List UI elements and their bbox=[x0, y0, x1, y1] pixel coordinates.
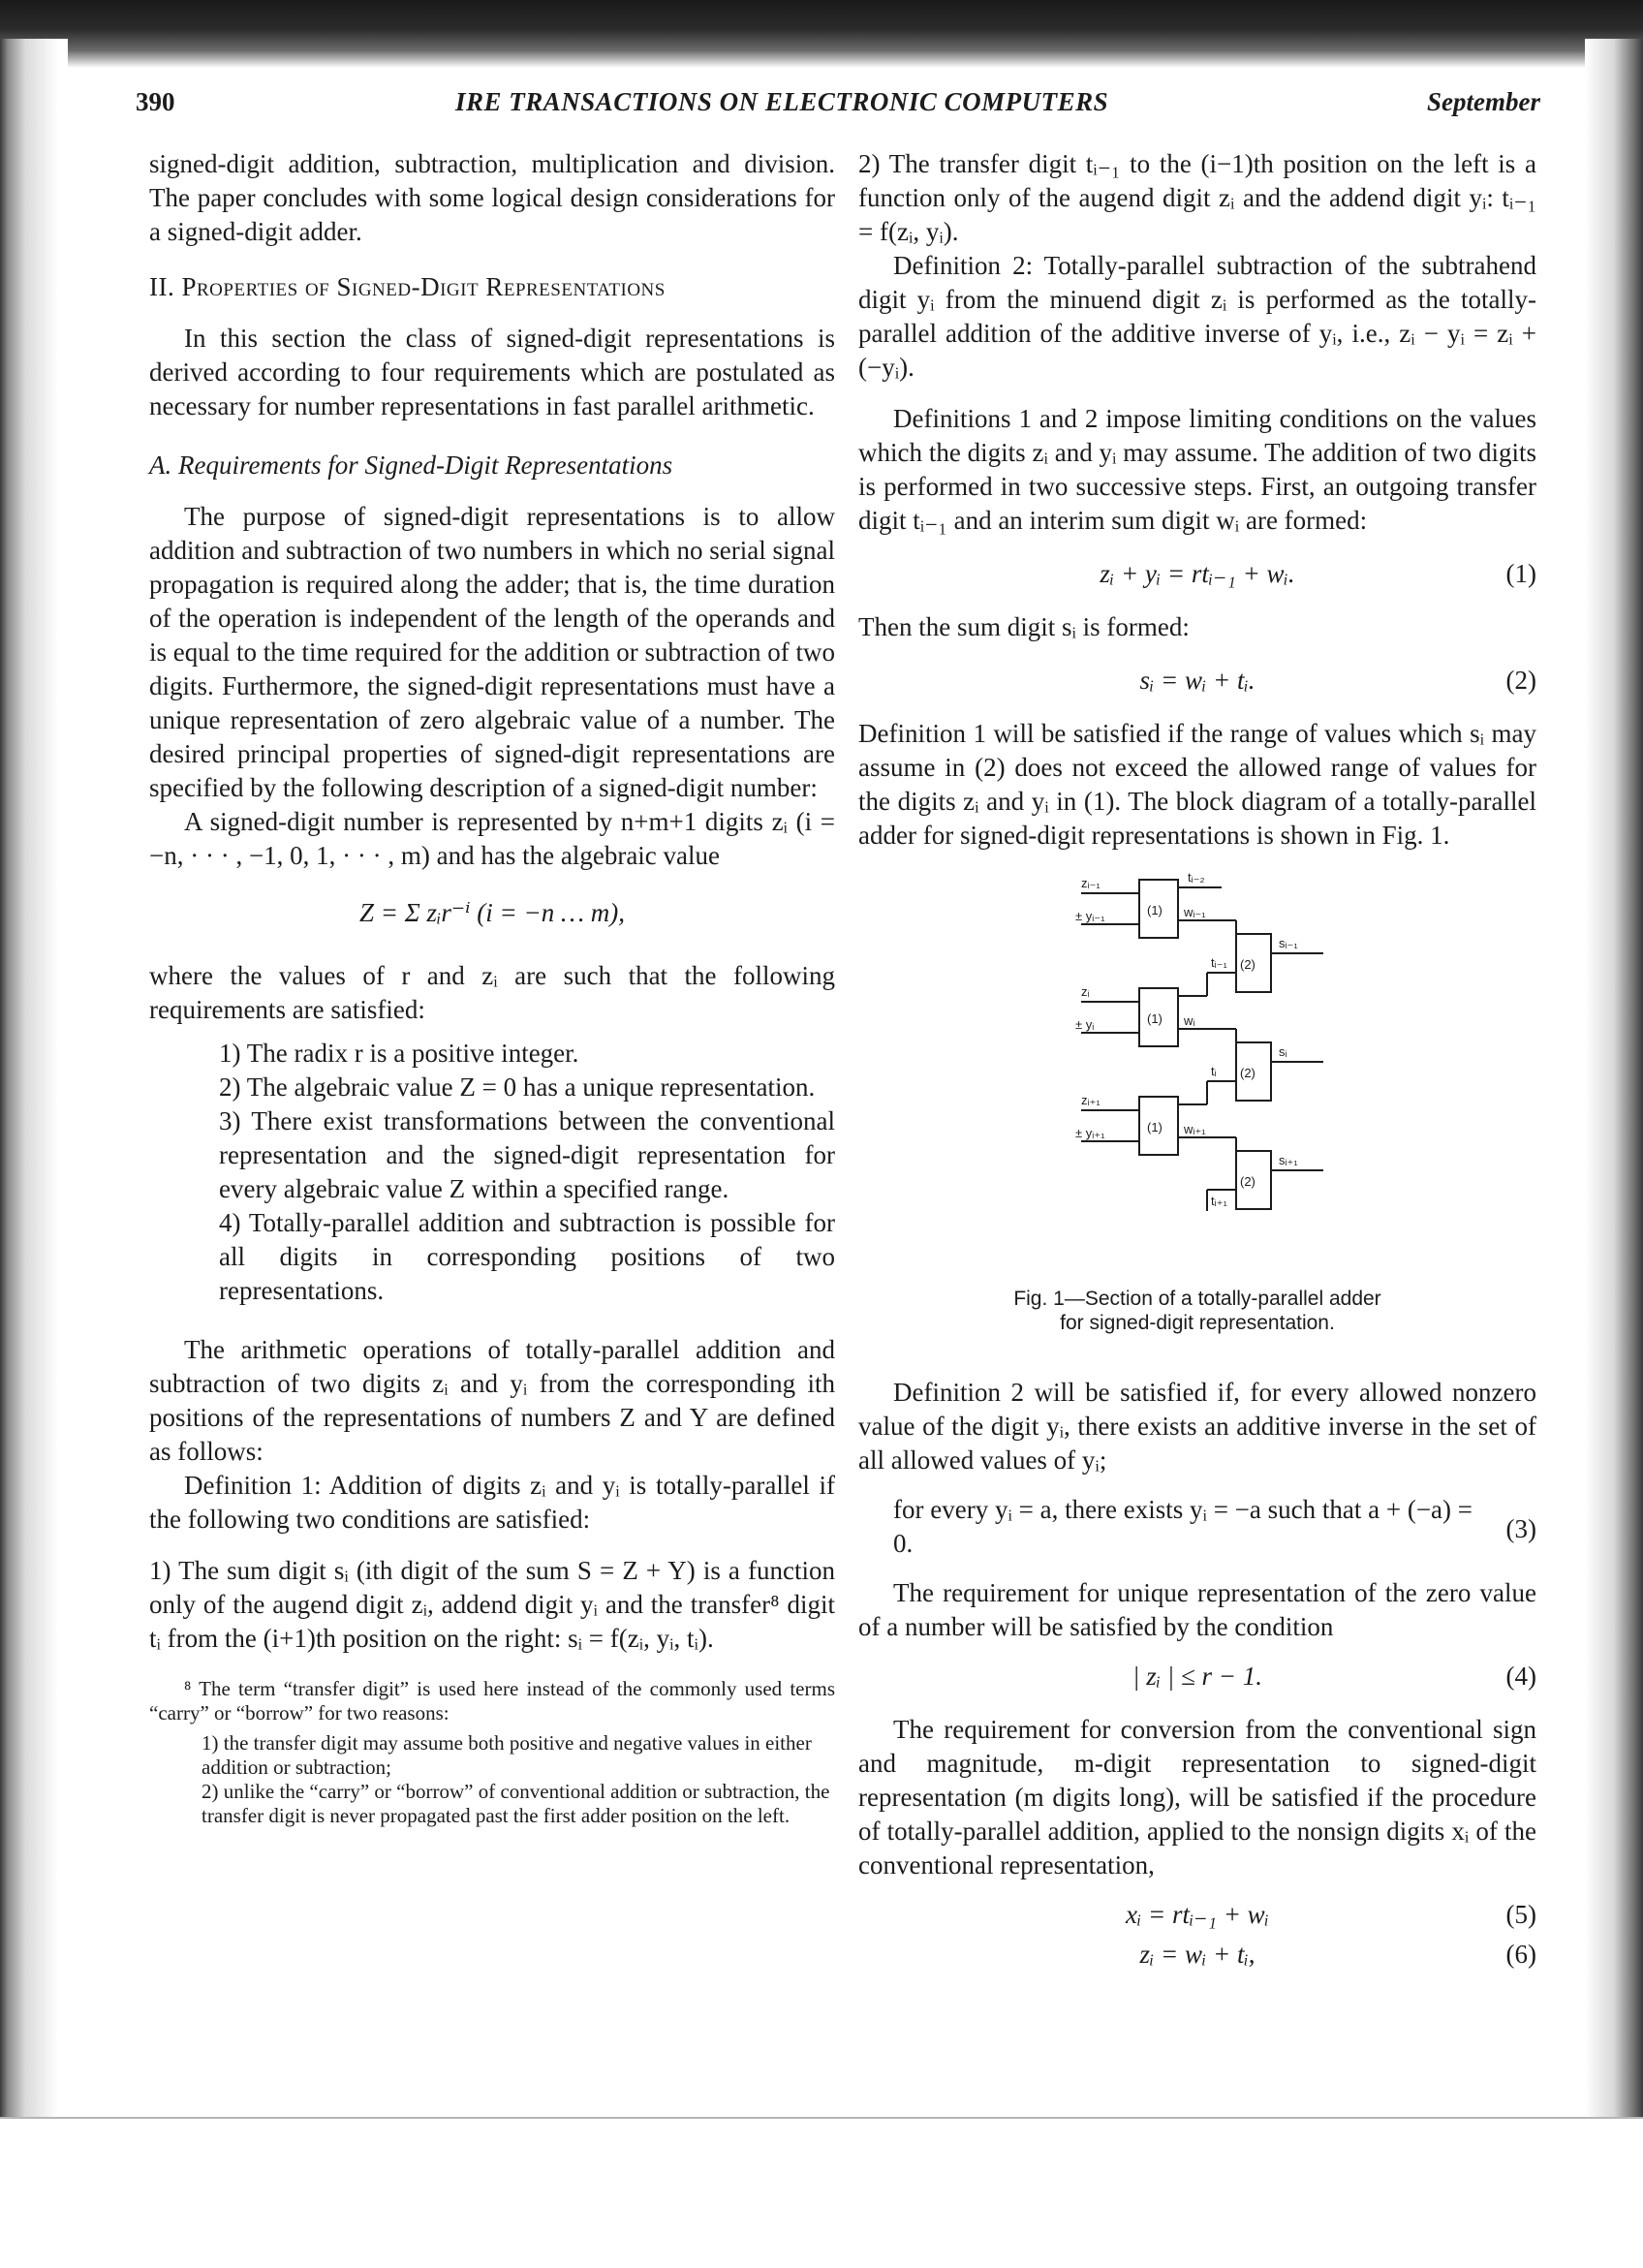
equation-6 bbox=[858, 1938, 1536, 1972]
label-s-ip1: sᵢ₊₁ bbox=[1279, 1153, 1298, 1167]
footnote-item: 2) unlike the “carry” or “borrow” of conventional addition or subtraction, the transfer digit is never propagated past the first adder position on the left. bbox=[202, 1780, 830, 1827]
figure-caption bbox=[858, 1287, 1536, 1335]
label-block2-bot: (2) bbox=[1240, 1174, 1256, 1189]
scan-bottom-margin bbox=[0, 2117, 1643, 2268]
definition-1-satisfied-paragraph: Definition 1 will be satisfied if the range of values which sᵢ may assume in (2) does not exceed the allowed range of values for the digits zᵢ and yᵢ in (1). The block diagram of a totally-parallel adder for signed-digit representations is shown in Fig. 1. bbox=[858, 719, 1536, 850]
equation-3-number: (3) bbox=[1505, 1514, 1536, 1543]
unique-representation-paragraph: The requirement for unique representation of the zero value of a number will be satisfied by the condition bbox=[858, 1578, 1536, 1641]
label-t-im2: tᵢ₋₂ bbox=[1188, 872, 1205, 885]
equation-6-text: zᵢ = wᵢ + tᵢ, bbox=[1139, 1940, 1256, 1969]
scan-shadow-top bbox=[0, 0, 1643, 68]
then-paragraph: Then the sum digit sᵢ is formed: bbox=[858, 612, 1190, 641]
equation-2 bbox=[858, 664, 1536, 698]
condition-2: 2) The transfer digit tᵢ₋₁ to the (i−1)th position on the left is a function only of the augend digit zᵢ and the addend digit yᵢ: tᵢ₋₁ = f(zᵢ, yᵢ). bbox=[858, 149, 1536, 246]
label-y-i: ± yᵢ bbox=[1075, 1017, 1095, 1032]
scan-shadow-right bbox=[1585, 39, 1643, 2122]
requirement-item: 3) There exist transformations between the conventional representation and the signed-digit representation for every algebraic value Z within a specified range. bbox=[219, 1106, 835, 1203]
label-t-i: tᵢ bbox=[1211, 1064, 1217, 1078]
footnote bbox=[149, 1677, 835, 1828]
label-z-ip1: zᵢ₊₁ bbox=[1081, 1093, 1100, 1107]
page-number: 390 bbox=[136, 87, 175, 116]
label-z-i: zᵢ bbox=[1081, 984, 1090, 999]
definitions-paragraph: Definitions 1 and 2 impose limiting conditions on the values which the digits zᵢ and yᵢ may assume. The addition of two digits is performed in two successive steps. First, an outgoing transfer digit tᵢ₋₁ and an interim sum digit wᵢ are formed: bbox=[858, 404, 1536, 535]
equation-Z bbox=[149, 896, 835, 930]
figure-1 bbox=[858, 872, 1536, 1279]
section-paragraph: In this section the class of signed-digit representations is derived according to four requirements which are postulated as necessary for number representations in fast parallel arithmetic. bbox=[149, 324, 835, 420]
label-z-im1: zᵢ₋₁ bbox=[1081, 876, 1100, 890]
requirement-item: 1) The radix r is a positive integer. bbox=[219, 1039, 579, 1068]
requirement-item: 4) Totally-parallel addition and subtraction is possible for all digits in corresponding positions of two representations. bbox=[219, 1208, 835, 1305]
where-paragraph: where the values of r and zᵢ are such that the following requirements are satisfied: bbox=[149, 961, 835, 1024]
label-block2-mid: (2) bbox=[1240, 1066, 1256, 1080]
adder-block-diagram bbox=[1052, 872, 1343, 1211]
subsection-heading: A. Requirements for Signed-Digit Representations bbox=[149, 450, 673, 480]
equation-4-number: (4) bbox=[1505, 1662, 1536, 1691]
requirements-list bbox=[149, 1037, 835, 1308]
equation-1-number: (1) bbox=[1505, 559, 1536, 588]
equation-2-text: sᵢ = wᵢ + tᵢ. bbox=[1139, 666, 1256, 695]
journal-title: IRE TRANSACTIONS ON ELECTRONIC COMPUTERS bbox=[455, 87, 1109, 116]
running-header bbox=[136, 81, 1540, 120]
definition-2: Definition 2: Totally-parallel subtraction of the subtrahend digit yᵢ from the minuend digit zᵢ is performed as the totally-parallel addition of the additive inverse of yᵢ, i.e., zᵢ − yᵢ = zᵢ + (−yᵢ). bbox=[858, 251, 1536, 382]
section-heading-text: II. Properties of Signed-Digit Representations bbox=[149, 272, 666, 301]
equation-1-text: zᵢ + yᵢ = rtᵢ₋₁ + wᵢ. bbox=[1100, 559, 1295, 588]
caption-line-2: for signed-digit representation. bbox=[1060, 1312, 1335, 1334]
signed-digit-paragraph: A signed-digit number is represented by n+m+1 digits zᵢ (i = −n, · · · , −1, 0, 1, · · · , m) and has the algebraic value bbox=[149, 807, 835, 870]
equation-4 bbox=[858, 1660, 1536, 1693]
caption-line-1: Fig. 1—Section of a totally-parallel adder bbox=[1013, 1288, 1381, 1310]
label-t-im1: tᵢ₋₁ bbox=[1211, 955, 1227, 970]
label-block2-top: (2) bbox=[1240, 957, 1256, 972]
equation-5-number: (5) bbox=[1505, 1900, 1536, 1929]
label-block1-top: (1) bbox=[1147, 903, 1162, 917]
section-heading bbox=[149, 270, 835, 304]
condition-1: 1) The sum digit sᵢ (ith digit of the sum S = Z + Y) is a function only of the augend digit zᵢ, addend digit yᵢ and the transfer⁸ digit tᵢ from the (i+1)th position on the right: sᵢ = f(zᵢ, yᵢ, tᵢ). bbox=[149, 1556, 835, 1653]
label-y-im1: ± yᵢ₋₁ bbox=[1075, 909, 1105, 923]
label-y-ip1: ± yᵢ₊₁ bbox=[1075, 1126, 1105, 1140]
definition-1: Definition 1: Addition of digits zᵢ and yᵢ is totally-parallel if the following two conditions are satisfied: bbox=[149, 1471, 835, 1534]
equation-4-text: | zᵢ | ≤ r − 1. bbox=[1132, 1662, 1262, 1691]
arithmetic-paragraph: The arithmetic operations of totally-parallel addition and subtraction of two digits zᵢ and yᵢ from the corresponding ith positions of the representations of numbers Z and Y are defined as follows: bbox=[149, 1335, 835, 1466]
label-block1-bot: (1) bbox=[1147, 1120, 1162, 1134]
label-block1-mid: (1) bbox=[1147, 1011, 1162, 1026]
equation-3 bbox=[858, 1493, 1536, 1561]
right-column bbox=[858, 147, 1536, 1977]
scan-shadow-left bbox=[0, 39, 68, 2122]
left-column bbox=[149, 147, 835, 1828]
intro-paragraph: signed-digit addition, subtraction, multiplication and division. The paper concludes with some logical design considerations for a signed-digit adder. bbox=[149, 149, 835, 246]
label-w-ip1: wᵢ₊₁ bbox=[1184, 1122, 1206, 1136]
label-w-i: wᵢ bbox=[1184, 1013, 1195, 1028]
equation-1 bbox=[858, 557, 1536, 591]
equation-2-number: (2) bbox=[1505, 666, 1536, 695]
label-w-im1: wᵢ₋₁ bbox=[1184, 905, 1206, 919]
label-s-im1: sᵢ₋₁ bbox=[1279, 936, 1298, 950]
issue-month: September bbox=[1427, 87, 1540, 116]
equation-6-number: (6) bbox=[1505, 1940, 1536, 1969]
equation-Z-text: Z = Σ zᵢr⁻ⁱ (i = −n … m), bbox=[359, 898, 625, 927]
requirement-item: 2) The algebraic value Z = 0 has a unique representation. bbox=[219, 1072, 816, 1102]
equation-5-text: xᵢ = rtᵢ₋₁ + wᵢ bbox=[1126, 1900, 1269, 1929]
conversion-paragraph: The requirement for conversion from the conventional sign and magnitude, m-digit representation to signed-digit representation (m digits long), will be satisfied if the procedure of totally-parallel addition, applied to the nonsign digits xᵢ of the conventional representation, bbox=[858, 1715, 1536, 1880]
footnote-intro: ⁸ The term “transfer digit” is used here instead of the commonly used terms “carry” or “borrow” for two reasons: bbox=[149, 1677, 835, 1724]
footnote-item: 1) the transfer digit may assume both positive and negative values in either addition or subtraction; bbox=[202, 1731, 812, 1779]
label-t-ip1: tᵢ₊₁ bbox=[1211, 1194, 1227, 1208]
label-s-i: sᵢ bbox=[1279, 1044, 1287, 1059]
equation-5 bbox=[858, 1898, 1536, 1932]
purpose-paragraph: The purpose of signed-digit representations is to allow addition and subtraction of two numbers in which no serial signal propagation is required along the adder; that is, the time duration of the operation is independent of the length of the operands and is equal to the time required for the addition or subtraction of two digits. Furthermore, the signed-digit representations must have a unique representation of zero algebraic value of a number. The desired principal properties of signed-digit representations are specified by the following description of a signed-digit number: bbox=[149, 502, 835, 802]
definition-2-satisfied-paragraph: Definition 2 will be satisfied if, for every allowed nonzero value of the digit yᵢ, there exists an additive inverse in the set of all allowed values of yᵢ; bbox=[858, 1378, 1536, 1475]
equation-3-text: for every yᵢ = a, there exists yᵢ = −a such that a + (−a) = 0. bbox=[893, 1495, 1472, 1558]
footnote-list bbox=[149, 1731, 835, 1828]
